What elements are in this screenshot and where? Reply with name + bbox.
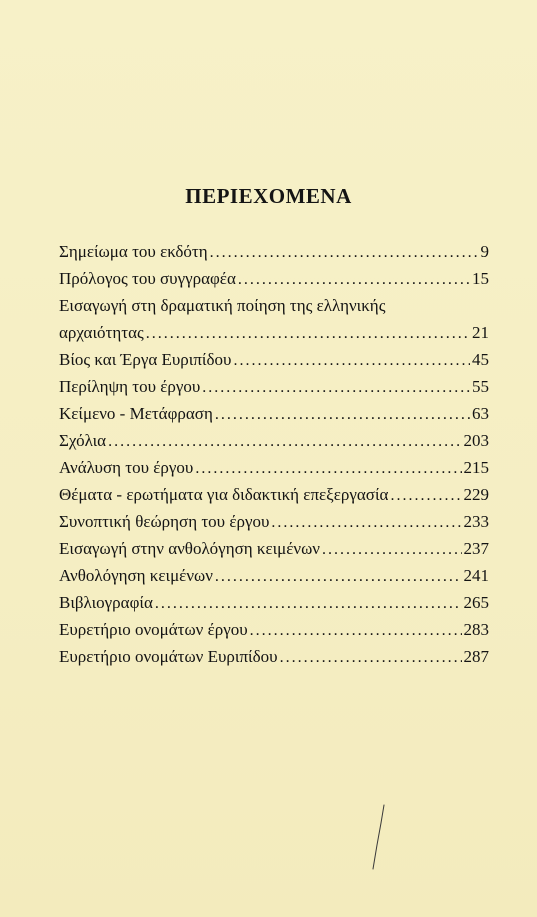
dot-leader (108, 428, 461, 455)
dot-leader (215, 401, 470, 428)
toc-entry-title: Κείμενο - Μετάφραση (59, 404, 213, 423)
toc-entry (59, 373, 489, 400)
dot-leader (250, 617, 462, 644)
dot-leader (210, 239, 479, 266)
toc-entry-title: Θέματα - ερωτήματα για διδακτική επεξεργασία (59, 485, 389, 504)
toc-entry-line (59, 292, 489, 319)
toc-entry-page: 265 (463, 593, 489, 612)
dot-leader (390, 482, 461, 509)
toc-entry-page: 229 (463, 485, 489, 504)
toc-entry-page: 215 (463, 458, 489, 477)
toc-entry (59, 508, 489, 535)
toc-entry-page: 287 (463, 647, 489, 666)
toc-entry-page: 233 (463, 512, 489, 531)
toc-entry (59, 238, 489, 265)
toc-entry-page: 21 (472, 323, 489, 342)
toc-entry-page: 241 (463, 566, 489, 585)
toc-entry-title: Πρόλογος του συγγραφέα (59, 269, 236, 288)
toc-entry-title: Συνοπτική θεώρηση του έργου (59, 512, 270, 531)
toc-entry (59, 535, 489, 562)
toc-entry-title: Ανάλυση του έργου (59, 458, 194, 477)
dot-leader (155, 590, 462, 617)
toc-entry-title: Περίληψη του έργου (59, 377, 201, 396)
table-of-contents (59, 238, 489, 670)
toc-entry (59, 400, 489, 427)
dot-leader (322, 536, 462, 563)
dot-leader (280, 644, 462, 671)
toc-entry (59, 589, 489, 616)
toc-entry (59, 427, 489, 454)
toc-entry (59, 319, 489, 346)
toc-entry (59, 616, 489, 643)
toc-entry-page: 283 (463, 620, 489, 639)
dot-leader (202, 374, 470, 401)
toc-entry-page: 63 (472, 404, 489, 423)
toc-entry-title: Σχόλια (59, 431, 107, 450)
toc-entry (59, 643, 489, 670)
toc-entry (59, 481, 489, 508)
toc-entry-page: 9 (480, 242, 489, 261)
toc-entry-title: Βίος και Έργα Ευριπίδου (59, 350, 232, 369)
toc-entry-title: Σημείωμα του εκδότη (59, 242, 208, 261)
page-title: ΠΕΡΙΕΧΟΜΕΝΑ (185, 184, 352, 208)
dot-leader (233, 347, 470, 374)
toc-entry-page: 237 (463, 539, 489, 558)
toc-entry-page: 15 (472, 269, 489, 288)
toc-entry-page: 45 (472, 350, 489, 369)
dot-leader (195, 455, 461, 482)
pencil-stroke-mark (369, 803, 387, 873)
toc-entry-title: Ευρετήριο ονομάτων έργου (59, 620, 248, 639)
toc-entry-title: Βιβλιογραφία (59, 593, 153, 612)
toc-entry (59, 346, 489, 373)
toc-entry (59, 562, 489, 589)
toc-entry-title-line1: Εισαγωγή στη δραματική ποίηση της ελληνικής (59, 296, 386, 315)
toc-entry-page: 203 (463, 431, 489, 450)
toc-entry-page: 55 (472, 377, 489, 396)
toc-entry (59, 265, 489, 292)
toc-entry-title: Ανθολόγηση κειμένων (59, 566, 213, 585)
dot-leader (146, 320, 470, 347)
toc-entry-title: αρχαιότητας (59, 323, 144, 342)
toc-entry (59, 454, 489, 481)
dot-leader (238, 266, 470, 293)
toc-entry-title: Εισαγωγή στην ανθολόγηση κειμένων (59, 539, 320, 558)
toc-entry-title: Ευρετήριο ονομάτων Ευριπίδου (59, 647, 278, 666)
dot-leader (271, 509, 461, 536)
dot-leader (215, 563, 462, 590)
